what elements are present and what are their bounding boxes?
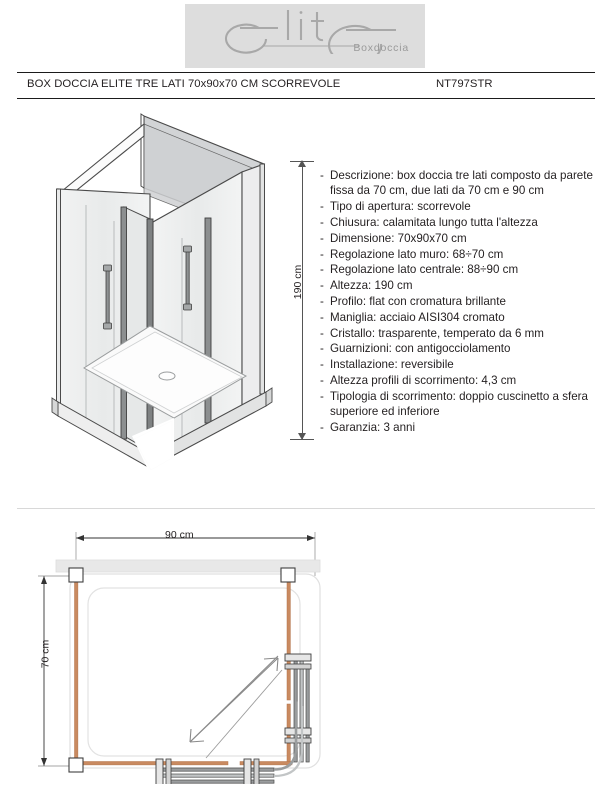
spec-text: Tipologia di scorrimento: doppio cuscinetto a sfera superiore ed inferiore [330, 389, 588, 419]
tray-outline-inner [88, 588, 300, 756]
bracket-top-right [281, 568, 295, 582]
bullet-dash: - [320, 310, 324, 324]
title-row [17, 74, 595, 98]
section-divider [17, 508, 595, 509]
iso-height-label: 190 cm [292, 264, 304, 300]
page-title: BOX DOCCIA ELITE TRE LATI 70x90x70 CM SCORREVOLE [27, 78, 341, 90]
bullet-dash: - [320, 216, 324, 229]
spec-item [320, 326, 608, 341]
bullet-dash: - [320, 231, 324, 245]
opening-direction-indicator [190, 656, 282, 758]
title-rule-top [17, 72, 595, 73]
spec-item [320, 373, 608, 388]
spec-text: Installazione: reversibile [330, 358, 454, 372]
spec-text: Chiusura: calamitata lungo tutta l'altezza [330, 216, 538, 229]
spec-item [320, 294, 608, 309]
spec-item [320, 247, 608, 262]
plan-view-technical-drawing [30, 518, 350, 784]
spec-text: Profilo: flat con cromatura brillante [330, 294, 506, 308]
plan-width-label: 90 cm [165, 529, 194, 541]
bullet-dash: - [320, 389, 324, 403]
spec-text: Descrizione: box doccia tre lati composto da parete fissa da 70 cm, due lati da 70 cm e 90 cm [330, 169, 593, 198]
spec-item [320, 357, 608, 372]
dim-arrow-up [298, 160, 306, 167]
spec-item [320, 231, 608, 246]
plan-depth-label: 70 cm [39, 639, 52, 669]
spec-text: Garanzia: 3 anni [330, 420, 416, 434]
spec-item [320, 341, 608, 356]
spec-text: Guarnizioni: con antigocciolamento [330, 342, 511, 356]
spec-text: Tipo di apertura: scorrevole [330, 200, 471, 214]
iso-height-dimension [276, 156, 316, 446]
bullet-dash: - [320, 247, 324, 261]
spec-text: Regolazione lato centrale: 88÷90 cm [330, 263, 519, 277]
plan-depth-dimension [38, 576, 78, 766]
bullet-dash: - [320, 326, 324, 340]
corner-joint-curve [274, 702, 296, 770]
spec-text: Regolazione lato muro: 68÷70 cm [330, 247, 504, 261]
dim-tick-bottom [290, 439, 314, 440]
bracket-bottom-left [69, 758, 83, 772]
wall-band [56, 560, 320, 572]
bullet-dash: - [320, 358, 324, 372]
logo-tagline: Boxdoccia [353, 42, 409, 54]
bullet-dash: - [320, 200, 324, 214]
spec-item [320, 389, 608, 420]
spec-text: Dimensione: 70x90x70 cm [330, 231, 467, 245]
profile-left-vertical [75, 576, 78, 766]
bullet-dash: - [320, 420, 324, 434]
bullet-dash: - [320, 294, 324, 308]
spec-item [320, 310, 608, 325]
bullet-dash: - [320, 373, 324, 387]
spec-item [320, 278, 608, 293]
spec-item [320, 168, 608, 199]
bullet-dash: - [320, 169, 324, 182]
spec-item [320, 262, 608, 277]
bullet-dash: - [320, 279, 324, 293]
tray-outline-outer [70, 574, 320, 768]
product-code: NT797STR [436, 78, 493, 90]
specification-list [320, 168, 608, 436]
spec-item [320, 420, 608, 435]
bracket-top-left [69, 568, 83, 582]
spec-text: Altezza: 190 cm [330, 279, 413, 293]
spec-text: Altezza profili di scorrimento: 4,3 cm [330, 373, 517, 387]
isometric-shower-enclosure-drawing [14, 106, 284, 498]
spec-item [320, 199, 608, 214]
spec-text: Maniglia: acciaio AISI304 cromato [330, 310, 505, 324]
bullet-dash: - [320, 263, 324, 277]
spec-item [320, 215, 608, 230]
profile-right-vertical [287, 576, 290, 700]
profile-bottom-horizontal [76, 762, 228, 765]
logo-band [0, 0, 612, 72]
spec-text: Cristallo: trasparente, temperato da 6 mm [330, 326, 544, 340]
bullet-dash: - [320, 342, 324, 356]
title-rule-bottom [17, 98, 595, 99]
